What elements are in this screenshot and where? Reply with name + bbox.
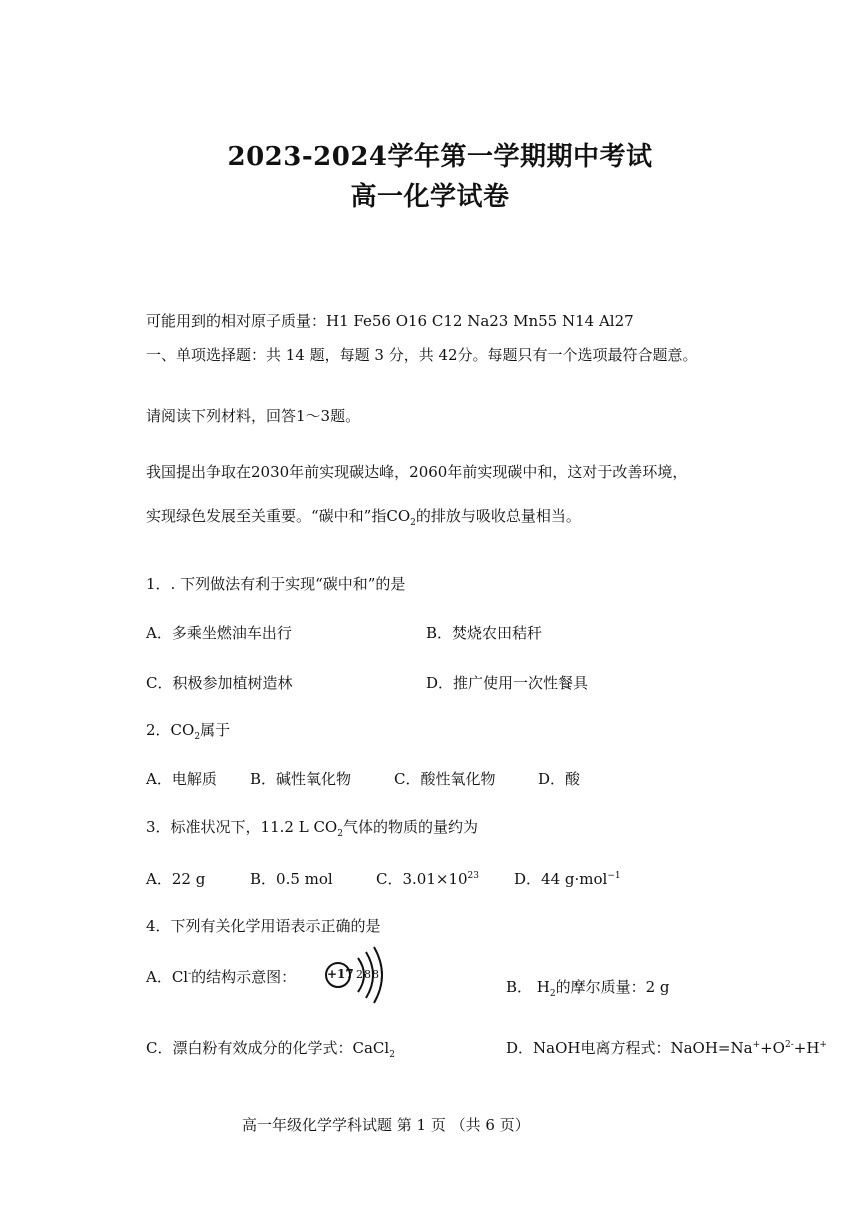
question-4-option-d-sup2: 2-	[784, 1040, 794, 1050]
reading-line-2-post: 的排放与吸收总量相当。	[415, 507, 581, 525]
question-3-option-a: A．22 g	[146, 870, 206, 888]
exam-title: 2023-2024学年第一学期期中考试	[227, 142, 653, 172]
question-4-option-b-post: 的摩尔质量：2 g	[555, 978, 670, 996]
chloride-ion-structure-diagram	[318, 944, 390, 1006]
question-2-stem-pre: 2．CO	[146, 721, 195, 739]
reading-line-2	[146, 506, 581, 526]
question-4-option-a-post: 的结构示意图：	[191, 968, 297, 986]
question-2-option-c: C．酸性氧化物	[394, 770, 496, 788]
question-2-option-d: D．酸	[538, 770, 581, 788]
question-4-option-d-sup3: +	[819, 1040, 827, 1050]
reading-intro: 请阅读下列材料，回答1～3题。	[146, 407, 361, 425]
exam-subtitle: 高一化学试卷	[350, 182, 510, 212]
question-4-option-d	[506, 1037, 827, 1058]
question-3-option-d-pre: D．44 g·mol	[514, 870, 608, 888]
question-2-option-b: B．碱性氧化物	[250, 770, 352, 788]
question-4-stem: 4．下列有关化学用语表示正确的是	[146, 917, 381, 935]
question-3-option-c-sup: 23	[467, 871, 479, 881]
question-1-option-a: A．多乘坐燃油车出行	[146, 624, 292, 642]
question-4-option-d-mid2: +H	[793, 1039, 820, 1057]
question-4-option-d-sup1: +	[752, 1040, 761, 1050]
question-3-stem-post: 气体的物质的量约为	[342, 818, 478, 836]
reading-line-2-pre: 实现绿色发展至关重要。“碳中和”指CO	[146, 507, 411, 525]
question-4-option-d-mid: +O	[760, 1039, 785, 1057]
shell-electrons-3: 8	[372, 968, 379, 981]
question-4-option-c-pre: C．漂白粉有效成分的化学式：CaCl	[146, 1039, 390, 1057]
question-3-option-c-pre: C．3.01×10	[376, 870, 468, 888]
question-4-option-d-pre: D．NaOH电离方程式：NaOH=Na	[506, 1039, 753, 1057]
nucleus-charge: +17	[327, 967, 354, 981]
question-1-option-c: C．积极参加植树造林	[146, 674, 293, 692]
reading-line-1: 我国提出争取在2030年前实现碳达峰，2060年前实现碳中和，这对于改善环境，	[146, 463, 688, 481]
question-2-stem	[146, 720, 230, 740]
question-3-option-d	[514, 868, 621, 889]
reading-line-2-sub: 2	[410, 518, 416, 528]
question-4-option-a-pre: A．Cl	[146, 968, 189, 986]
question-1-option-b: B．焚烧农田秸秆	[426, 624, 543, 642]
question-4-option-c	[146, 1037, 395, 1058]
shell-electrons-2: 8	[364, 968, 371, 981]
question-4-option-c-sub: 2	[389, 1050, 395, 1060]
question-4-option-a-sup: -	[188, 969, 192, 979]
question-3-option-d-sup: −1	[607, 871, 621, 881]
question-2-stem-post: 属于	[200, 721, 231, 739]
question-3-option-b: B．0.5 mol	[250, 870, 333, 888]
question-1-option-d: D．推广使用一次性餐具	[426, 674, 589, 692]
question-3-option-c	[376, 868, 479, 889]
question-1-stem: 1．. 下列做法有利于实现“碳中和”的是	[146, 575, 406, 593]
page-footer: 高一年级化学学科试题 第 1 页 （共 6 页）	[242, 1116, 530, 1134]
question-3-stem-pre: 3．标准状况下，11.2 L CO	[146, 818, 338, 836]
section-instruction: 一、单项选择题：共 14 题，每题 3 分，共 42分。每题只有一个选项最符合题意。	[146, 346, 698, 364]
question-4-option-b-sub: 2	[549, 989, 556, 999]
question-3-stem	[146, 817, 478, 837]
atomic-masses: 可能用到的相对原子质量：H1 Fe56 O16 C12 Na23 Mn55 N14 Al27	[146, 312, 634, 330]
question-2-stem-sub: 2	[194, 732, 201, 742]
question-4-option-b	[506, 976, 670, 997]
shell-electrons-1: 2	[356, 968, 363, 981]
question-2-option-a: A．电解质	[146, 770, 217, 788]
question-3-stem-sub: 2	[337, 829, 343, 839]
question-4-option-b-pre: B． H	[506, 978, 550, 996]
question-4-option-a	[146, 966, 296, 987]
